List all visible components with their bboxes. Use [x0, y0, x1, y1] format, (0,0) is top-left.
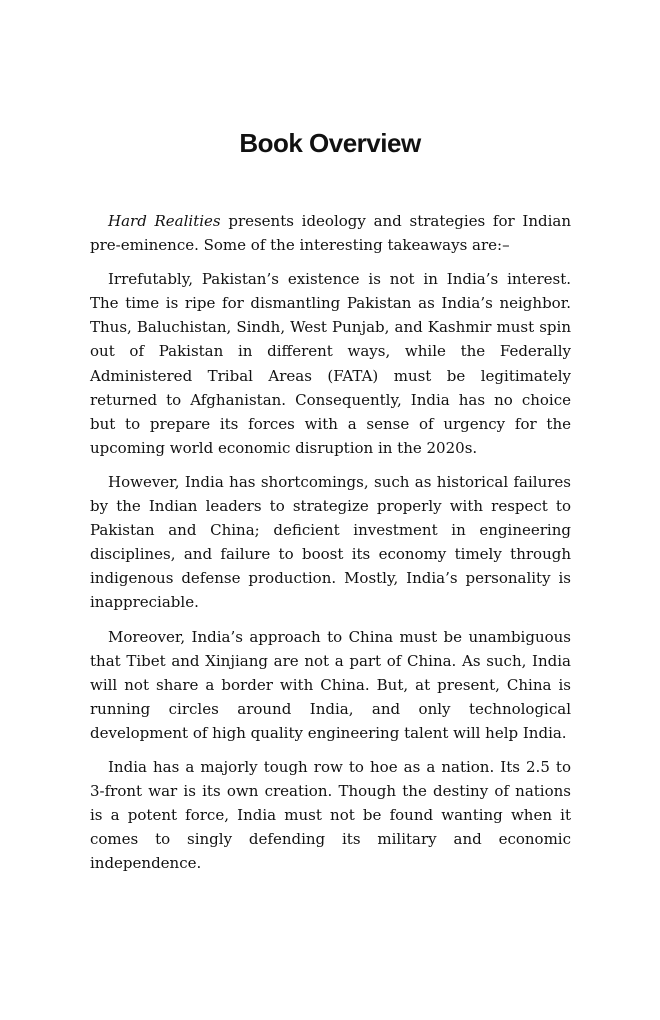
- paragraph-intro: [90, 209, 571, 257]
- book-title-italic: Hard Realities: [108, 212, 221, 230]
- paragraph-conclusion: India has a majorly tough row to hoe as a nation. Its 2.5 to 3-front war is its own creation. Though the destiny of nations is a potent force, India must not be found wanting when it comes to singly defending its military and economic independence.: [90, 757, 571, 873]
- overview-body: [90, 209, 571, 885]
- paragraph-intro-text: presents ideology and strategies for Indian pre-eminence. Some of the interesting takeaways are:–: [90, 212, 571, 255]
- paragraph-shortcomings: However, India has shortcomings, such as historical failures by the Indian leaders to strategize properly with respect to Pakistan and China; deficient investment in engineering disciplines, and failure to boost its economy timely through indigenous defense production. Mostly, India’s personality is inappreciable.: [90, 472, 571, 612]
- paragraph-pakistan: Irrefutably, Pakistan’s existence is not in India’s interest. The time is ripe for dismantling Pakistan as India’s neighbor. Thus, Baluchistan, Sindh, West Punjab, and Kashmir must spin out of Pakistan in different ways, while the Federally Administered Tribal Areas (FATA) must be legitimately returned to Afghanistan. Consequently, India has no choice but to prepare its forces with a sense of urgency for the upcoming world economic disruption in the 2020s.: [90, 270, 571, 457]
- page-title: Book Overview: [239, 128, 421, 158]
- paragraph-china: Moreover, India’s approach to China must be unambiguous that Tibet and Xinjiang are not a part of China. As such, India will not share a border with China. But, at present, China is running circles around India, and only technological development of high quality engineering talent will help India.: [90, 627, 571, 742]
